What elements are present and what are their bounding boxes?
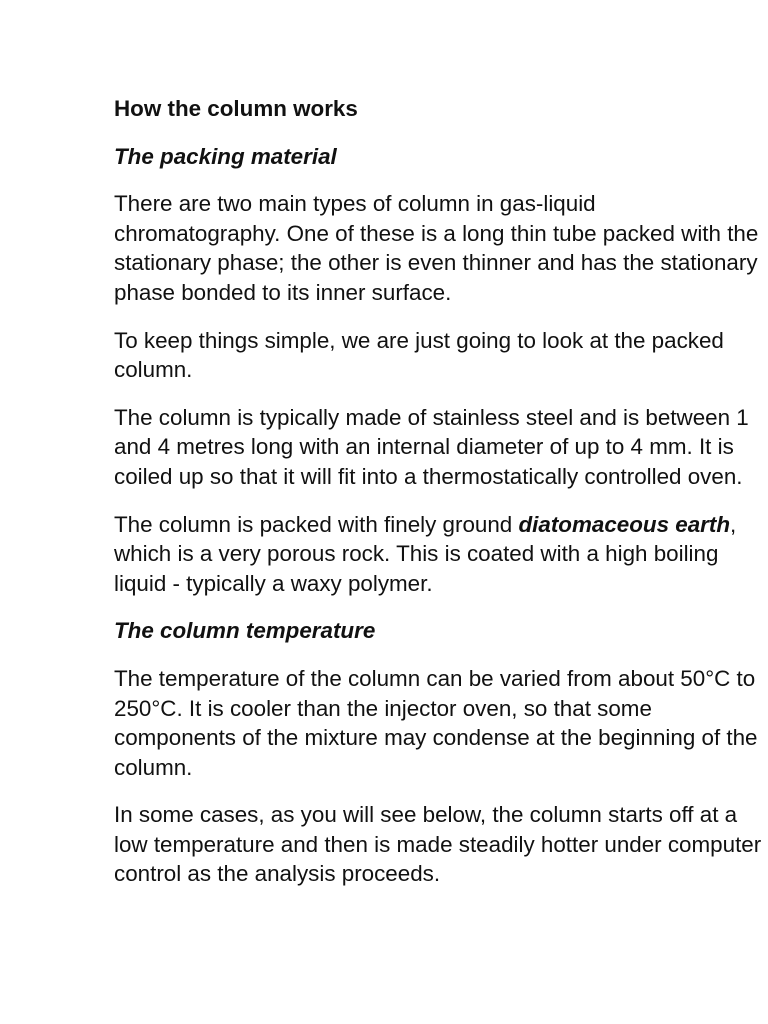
document-page: [114, 94, 768, 907]
paragraph-temperature-range: The temperature of the column can be varied from about 50°C to 250°C. It is cooler than the injector oven, so that some components of the mixture may condense at the beginning of the column.: [114, 665, 758, 780]
paragraph-packing-intro: The column is packed with finely ground: [114, 511, 519, 537]
section-heading-packing-material: The packing material: [114, 143, 337, 169]
section-heading-column-temperature: The column temperature: [114, 618, 376, 644]
paragraph-keep-simple: To keep things simple, we are just going to look at the packed column.: [114, 327, 724, 383]
term-diatomaceous-earth: diatomaceous earth: [518, 511, 731, 537]
paragraph-column-types: There are two main types of column in gas-liquid chromatography. One of these is a long thin tube packed with the stationary phase; the other is even thinner and has the stationary phase bonded to its inner surface.: [114, 191, 759, 305]
paragraph-packing-rest: , which is a very porous rock. This is coated with a high boiling liquid - typically a waxy polymer.: [114, 511, 737, 596]
paragraph-packing: [114, 510, 768, 599]
paragraph-column-material: The column is typically made of stainless steel and is between 1 and 4 metres long with an internal diameter of up to 4 mm. It is coiled up so that it will fit into a thermostatically controlled oven.: [114, 404, 749, 489]
paragraph-temperature-programming: In some cases, as you will see below, the column starts off at a low temperature and then is made steadily hotter under computer control as the analysis proceeds.: [114, 802, 762, 887]
page-title: How the column works: [114, 96, 358, 121]
